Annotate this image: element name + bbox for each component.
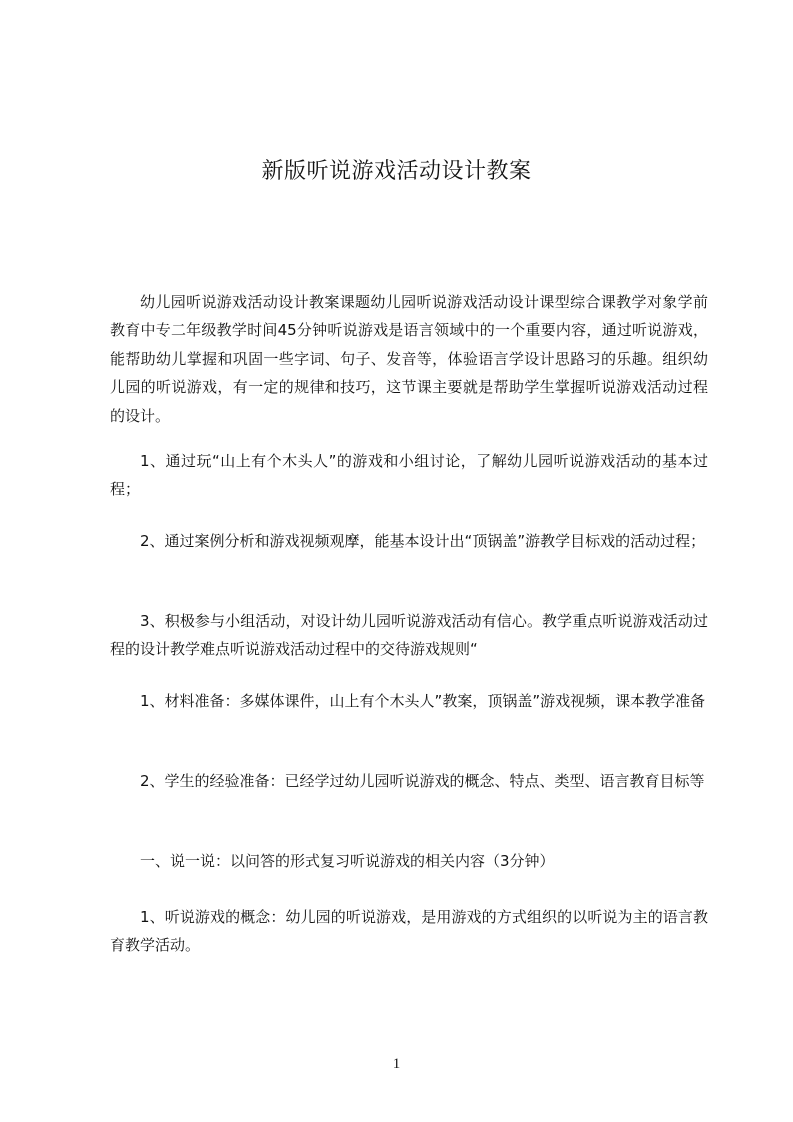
material-preparation-paragraph: 1、材料准备：多媒体课件，山上有个木头人”教案，顶锅盖”游戏视频，课本教学准备	[140, 692, 706, 710]
definition-paragraph: 1、听说游戏的概念：幼儿园的听说游戏，是用游戏的方式组织的以听说为主的语言教育教学活动。	[110, 908, 708, 955]
step-1-heading: 一、说一说：以问答的形式复习听说游戏的相关内容（3分钟）	[140, 852, 555, 870]
experience-preparation-paragraph: 2、学生的经验准备：已经学过幼儿园听说游戏的概念、特点、类型、语言教育目标等	[140, 772, 705, 790]
page-number: 1	[392, 1056, 401, 1072]
objective-2-paragraph: 2、通过案例分析和游戏视频观摩，能基本设计出“顶锅盖”游教学目标戏的活动过程；	[140, 532, 706, 550]
intro-paragraph: 幼儿园听说游戏活动设计教案课题幼儿园听说游戏活动设计课型综合课教学对象学前教育中专二年级教学时间45分钟听说游戏是语言领域中的一个重要内容，通过听说游戏，能帮助幼儿掌握和巩固一些字词、句子、发音等，体验语言学设计思路习的乐趣。组织幼儿园的听说游戏，有一定的规律和技巧，这节课主要就是帮助学生掌握听说游戏活动过程的设计。	[110, 293, 708, 425]
page-title: 新版听说游戏活动设计教案	[261, 158, 532, 184]
objective-1-paragraph: 1、通过玩“山上有个木头人”的游戏和小组讨论，了解幼儿园听说游戏活动的基本过程；	[110, 452, 708, 499]
objective-3-paragraph: 3、积极参与小组活动，对设计幼儿园听说游戏活动有信心。教学重点听说游戏活动过程的设计教学难点听说游戏活动过程中的交待游戏规则“	[110, 612, 708, 659]
